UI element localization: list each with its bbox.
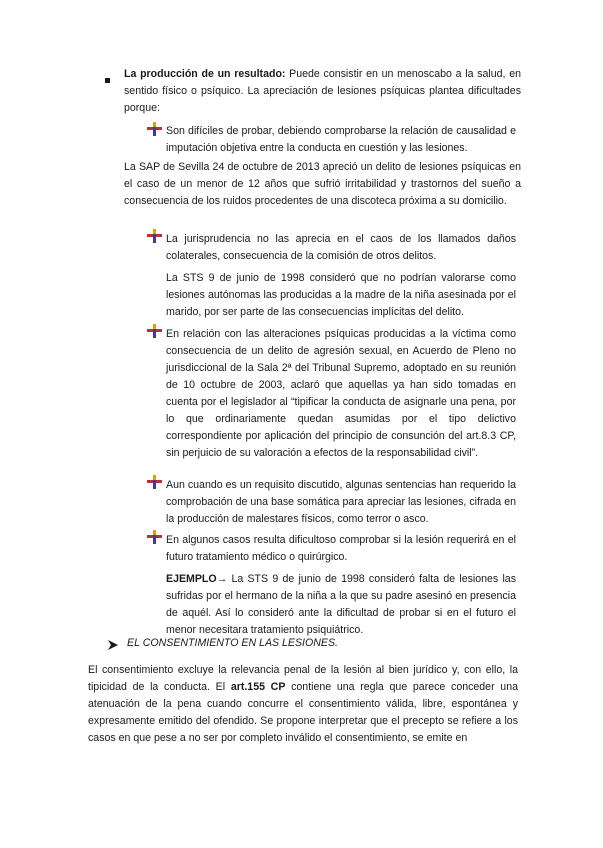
sub-bullet-base-somatica: Aun cuando es un requisito discutido, algunas sentencias han requerido la comprobación de una base somática para apreciar las lesiones, cifrada en la producción de malestares físicos, como terror o asco.: [166, 479, 516, 525]
paragraph-sap-sevilla: La SAP de Sevilla 24 de octubre de 2013 apreció un delito de lesiones psíquicas en el caso de un menor de 12 años que sufrió irritabilidad y trastornos del sueño a consecuencia de los ruidos procedentes de una discoteca próxima a su domicilio.: [124, 161, 521, 207]
section-heading-consentimiento: EL CONSENTIMIENTO EN LAS LESIONES.: [127, 637, 338, 649]
ejemplo-text: La STS 9 de junio de 1998 consideró falta de lesiones las sufridas por el hermano de la niña a la que su padre asesinó en presencia de aquél. Así lo consideró ante la dificultad de probar si en el futuro el menor necesitara tratamiento psiquiátrico.: [166, 573, 516, 636]
article-reference: art.155 CP: [230, 681, 286, 693]
paragraph-ejemplo: [166, 571, 516, 639]
sub-bullet-jurisprudencia: La jurisprudencia no las aprecia en el caos de los llamados daños colaterales, consecuencia de la comisión de otros delitos.: [166, 233, 516, 262]
cross-bullet-icon: [146, 228, 162, 244]
bullet-label: La producción de un resultado:: [124, 68, 286, 80]
cross-bullet-icon: [146, 474, 162, 490]
arrowhead-bullet-icon: [107, 639, 119, 651]
square-bullet-icon: [104, 73, 113, 90]
consent-text-1: El consentimiento excluye la relevancia penal de la lesión al bien jurídico y, con ello, la tipicidad de la conducta. El: [88, 664, 518, 693]
right-arrow-icon: →: [216, 573, 228, 585]
cross-bullet-icon: [146, 121, 162, 137]
paragraph-consentimiento: [88, 662, 518, 747]
sub-bullet-tratamiento-futuro: En algunos casos resulta dificultoso comprobar si la lesión requerirá en el futuro tratamiento médico o quirúrgico.: [166, 534, 516, 563]
ejemplo-label: EJEMPLO: [166, 573, 217, 585]
sub-bullet-dificiles-probar: Son difíciles de probar, debiendo comprobarse la relación de causalidad e imputación objetiva entre la conducta en cuestión y las lesiones.: [166, 125, 516, 154]
bullet-text: Puede consistir en un menoscabo a la salud, en sentido físico o psíquico. La apreciación de lesiones psíquicas plantea dificultades porque:: [124, 68, 521, 114]
consent-text-2: contiene una regla que parece conceder una atenuación de la pena cuando concurre el consentimiento válida, libre, espontánea y expresamente emitido del ofendido. Se propone interpretar que el precepto se refiere a los casos en que pese a no ser por completo inválido el consentimiento, se emite en: [88, 681, 518, 744]
cross-bullet-icon: [146, 323, 162, 339]
bullet-produccion-resultado: [124, 66, 521, 117]
sub-bullet-agresion-sexual: En relación con las alteraciones psíquicas producidas a la víctima como consecuencia de un delito de agresión sexual, en Acuerdo de Pleno no jurisdiccional de la Sala 2ª del Tribunal Supremo, adoptado en su reunión de 10 octubre de 2003, aclaró que aquellas ya han sido tomadas en cuenta por el legislador al “tipificar la conducta de asignarle una pena, por lo que ordinariamente quedan asumidas por el tipo delictivo correspondiente por aplicación del principio de consunción del art.8.3 CP, sin perjuicio de su valoración a efectos de la responsabilidad civil”.: [166, 328, 516, 459]
paragraph-sts-1998-madre: La STS 9 de junio de 1998 consideró que no podrían valorarse como lesiones autónomas las producidas a la madre de la niña asesinada por el marido, por ser parte de las consecuencias implícitas del delito.: [166, 272, 516, 318]
cross-bullet-icon: [146, 529, 162, 545]
